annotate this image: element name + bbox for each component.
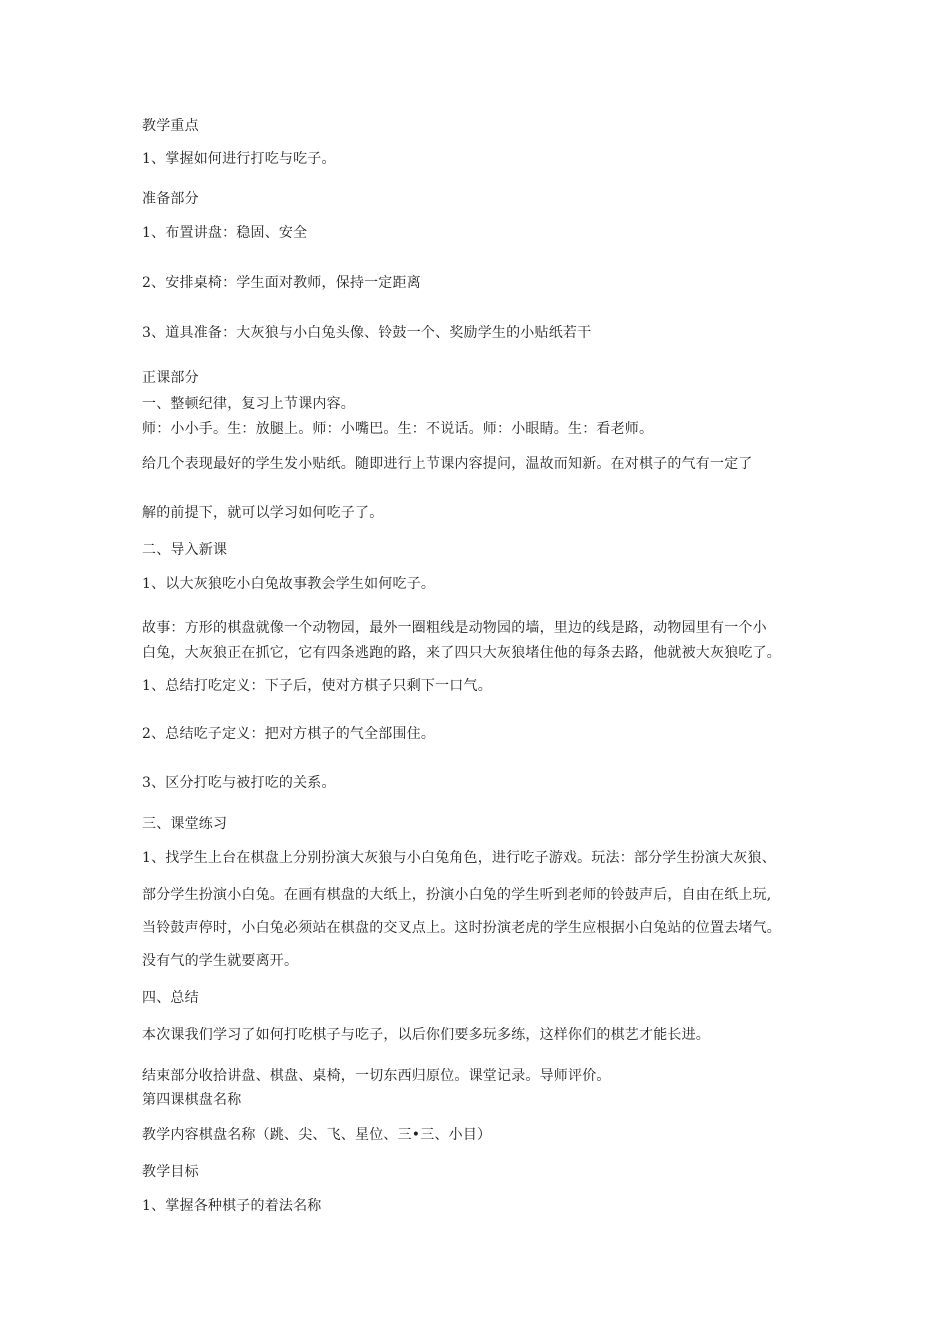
heading-lesson-four: 第四课棋盘名称 — [142, 1092, 242, 1108]
paragraph: 故事：方形的棋盘就像一个动物园，最外一圈粗线是动物园的墙，里边的线是路，动物园里有一个小 — [142, 620, 767, 636]
paragraph: 师：小小手。生：放腿上。师：小嘴巴。生：不说话。师：小眼睛。生：看老师。 — [142, 421, 654, 437]
paragraph: 没有气的学生就要离开。 — [142, 953, 299, 969]
heading-teaching-goals: 教学目标 — [142, 1164, 199, 1180]
paragraph: 3、道具准备：大灰狼与小白兔头像、铃鼓一个、奖励学生的小贴纸若干 — [142, 325, 592, 341]
paragraph: 给几个表现最好的学生发小贴纸。随即进行上节课内容提问，温故而知新。在对棋子的气有一定了 — [142, 456, 753, 472]
heading-new-lesson: 二、导入新课 — [142, 542, 228, 558]
paragraph: 1、找学生上台在棋盘上分别扮演大灰狼与小白兔角色，进行吃子游戏。玩法：部分学生扮演大灰狼、 — [142, 850, 776, 866]
paragraph: 2、安排桌椅：学生面对教师，保持一定距离 — [142, 275, 421, 291]
paragraph: 教学内容棋盘名称（跳、尖、飞、星位、三•三、小目） — [142, 1127, 492, 1143]
paragraph: 1、掌握如何进行打吃与吃子。 — [142, 151, 336, 167]
paragraph: 一、整顿纪律，复习上节课内容。 — [142, 396, 355, 412]
heading-main-lesson: 正课部分 — [142, 370, 199, 386]
paragraph: 结束部分收拾讲盘、棋盘、桌椅，一切东西归原位。课堂记录。导师评价。 — [142, 1068, 611, 1084]
paragraph: 3、区分打吃与被打吃的关系。 — [142, 775, 336, 791]
paragraph: 当铃鼓声停时，小白兔必须站在棋盘的交叉点上。这时扮演老虎的学生应根据小白兔站的位置去堵气。 — [142, 920, 781, 936]
paragraph: 白兔，大灰狼正在抓它，它有四条逃跑的路，来了四只大灰狼堵住他的每条去路，他就被大灰狼吃了。 — [142, 645, 781, 661]
heading-summary: 四、总结 — [142, 990, 199, 1006]
paragraph: 2、总结吃子定义：把对方棋子的气全部围住。 — [142, 726, 436, 742]
paragraph: 部分学生扮演小白兔。在画有棋盘的大纸上，扮演小白兔的学生听到老师的铃鼓声后，自由在纸上玩, — [142, 887, 772, 903]
paragraph: 解的前提下，就可以学习如何吃子了。 — [142, 505, 384, 521]
heading-teaching-focus: 教学重点 — [142, 118, 199, 134]
paragraph: 1、总结打吃定义：下子后，使对方棋子只剩下一口气。 — [142, 678, 492, 694]
paragraph: 1、以大灰狼吃小白兔故事教会学生如何吃子。 — [142, 576, 436, 592]
heading-preparation: 准备部分 — [142, 191, 199, 207]
paragraph: 本次课我们学习了如何打吃棋子与吃子，以后你们要多玩多练，这样你们的棋艺才能长进。 — [142, 1027, 710, 1043]
heading-practice: 三、课堂练习 — [142, 816, 228, 832]
paragraph: 1、掌握各种棋子的着法名称 — [142, 1198, 322, 1214]
paragraph: 1、布置讲盘：稳固、安全 — [142, 225, 308, 241]
